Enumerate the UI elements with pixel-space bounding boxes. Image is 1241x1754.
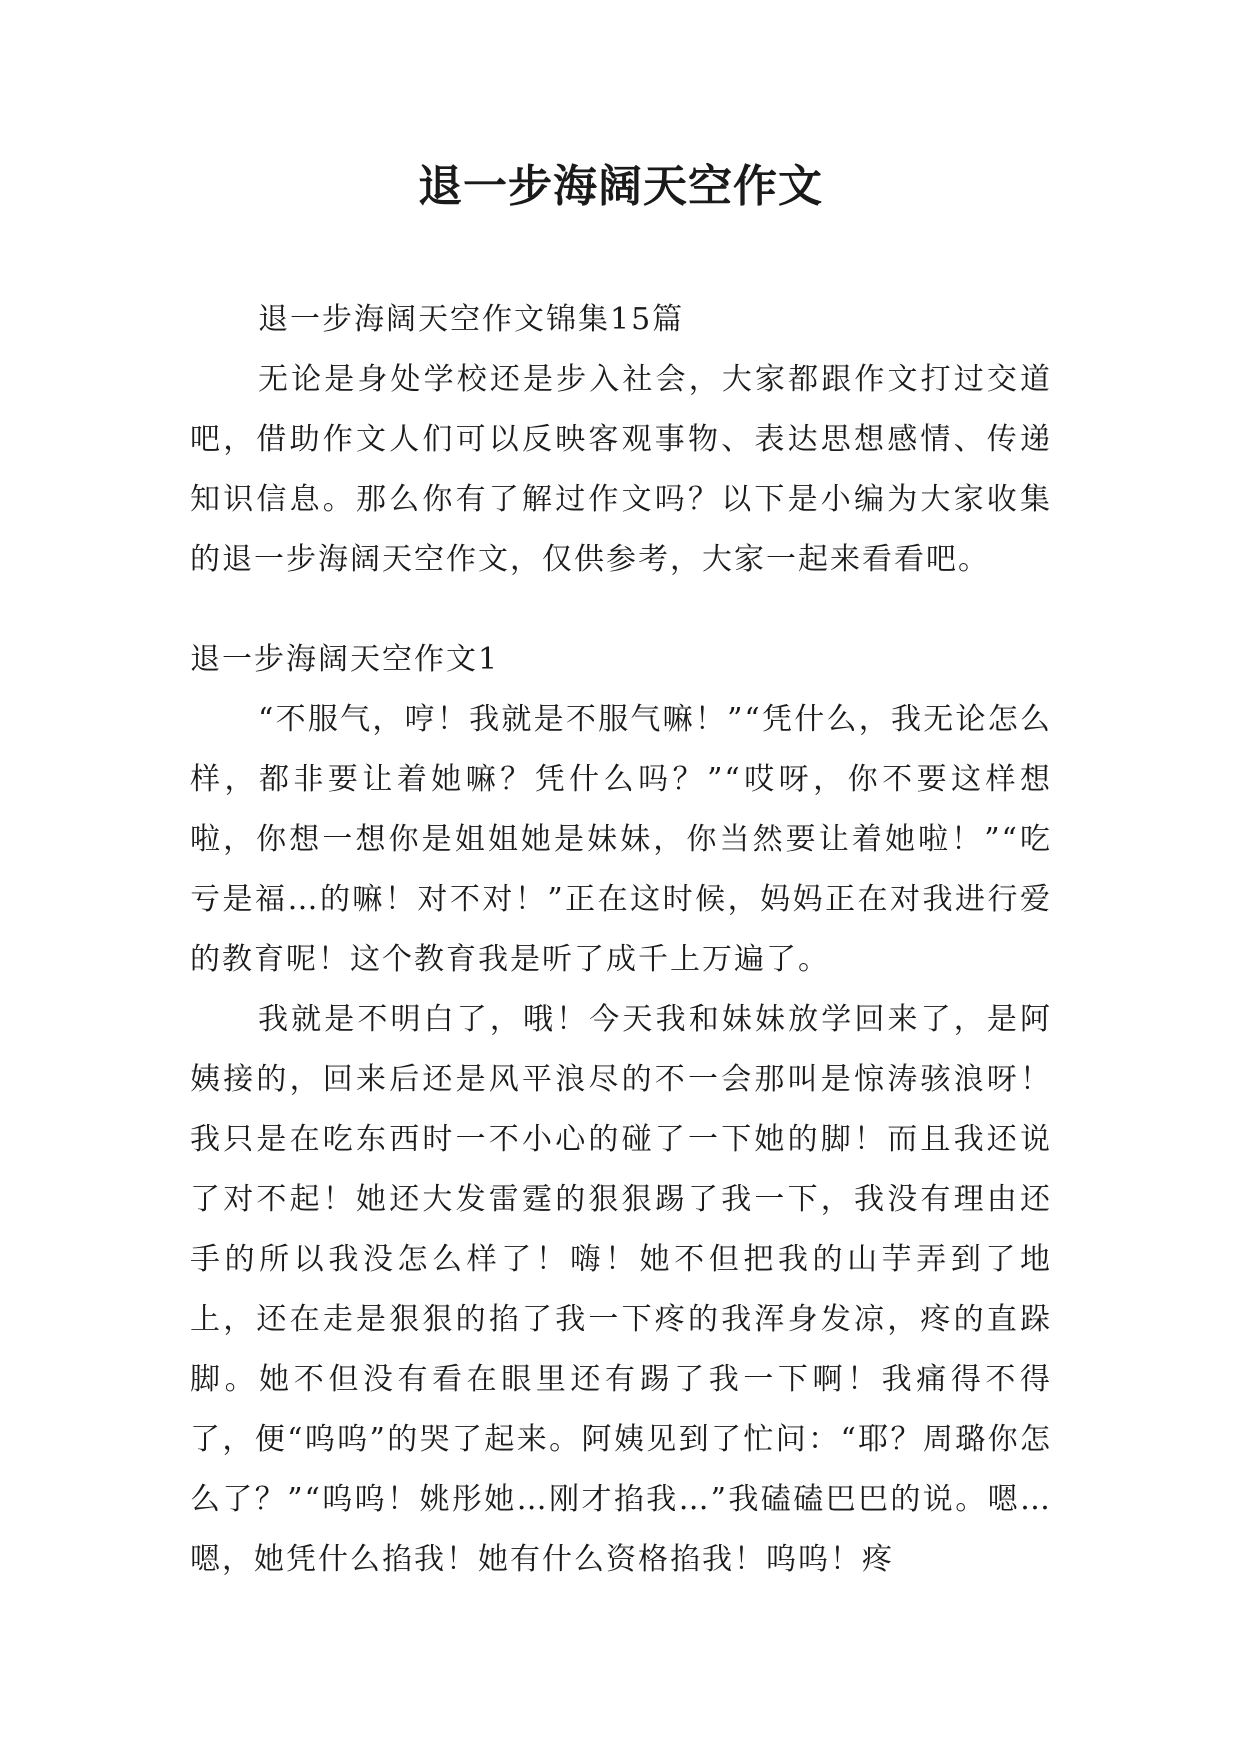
collection-subtitle: 退一步海阔天空作文锦集15篇 — [258, 302, 685, 337]
section-1-heading: 退一步海阔天空作文1 — [190, 642, 500, 677]
document-body — [190, 290, 1052, 1590]
document-title: 退一步海阔天空作文 — [418, 161, 823, 212]
section-1-paragraph-2: 我就是不明白了，哦！今天我和妹妹放学回来了，是阿姨接的，回来后还是风平浪尽的不一会那叫是惊涛骇浪呀！我只是在吃东西时一不小心的碰了一下她的脚！而且我还说了对不起！她还大发雷霆的狠狠踢了我一下，我没有理由还手的所以我没怎么样了！嗨！她不但把我的山芋弄到了地上，还在走是狠狠的掐了我一下疼的我浑身发凉，疼的直跺脚。她不但没有看在眼里还有踢了我一下啊！我痛得不得了，便“呜呜”的哭了起来。阿姨见到了忙问：“耶？周璐你怎么了？”“呜呜！姚彤她…刚才掐我…”我磕磕巴巴的说。嗯…嗯，她凭什么掐我！她有什么资格掐我！呜呜！疼 — [190, 1002, 1052, 1577]
intro-paragraph: 无论是身处学校还是步入社会，大家都跟作文打过交道吧，借助作文人们可以反映客观事物、表达思想感情、传递知识信息。那么你有了解过作文吗？以下是小编为大家收集的退一步海阔天空作文，仅供参考，大家一起来看看吧。 — [190, 362, 1052, 577]
section-1-paragraph-1: “不服气，哼！我就是不服气嘛！”“凭什么，我无论怎么样，都非要让着她嘛？凭什么吗？”“哎呀，你不要这样想啦，你想一想你是姐姐她是妹妹，你当然要让着她啦！”“吃亏是福…的嘛！对不对！”正在这时候，妈妈正在对我进行爱的教育呢！这个教育我是听了成千上万遍了。 — [190, 702, 1052, 977]
